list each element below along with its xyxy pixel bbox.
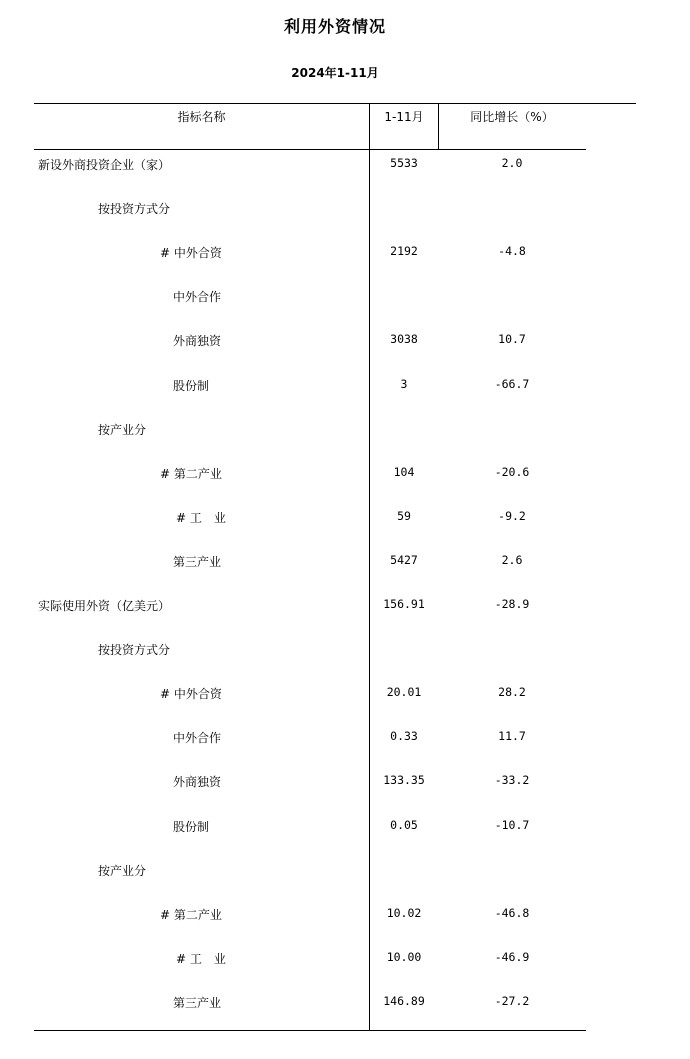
row-growth: -10.7 xyxy=(494,818,530,832)
row-growth: 11.7 xyxy=(498,729,526,743)
table-row xyxy=(0,553,690,577)
table-bottom-rule xyxy=(34,1030,586,1031)
table-row xyxy=(0,906,690,930)
table-row xyxy=(0,597,690,621)
header-indicator-name: 指标名称 xyxy=(177,110,226,124)
row-value: 20.01 xyxy=(386,685,422,699)
table-top-rule xyxy=(34,103,636,104)
table-row xyxy=(0,818,690,842)
table-row xyxy=(0,994,690,1018)
table-row xyxy=(0,421,690,445)
row-indicator-name: 外商独资 xyxy=(173,334,222,348)
row-value: 0.05 xyxy=(390,818,418,832)
row-indicator-name: # 第二产业 xyxy=(160,467,222,481)
table-row xyxy=(0,377,690,401)
row-indicator-name: 新设外商投资企业（家） xyxy=(38,158,171,172)
header-bottom-rule xyxy=(34,149,586,150)
table-row xyxy=(0,685,690,709)
table-row xyxy=(0,773,690,797)
row-growth: -20.6 xyxy=(494,465,530,479)
table-row xyxy=(0,288,690,312)
table-row xyxy=(0,200,690,224)
row-indicator-name: 外商独资 xyxy=(173,775,222,789)
row-value: 0.33 xyxy=(390,729,418,743)
row-indicator-name: # 中外合资 xyxy=(160,246,222,260)
row-value: 3038 xyxy=(390,332,418,346)
row-indicator-name: 按产业分 xyxy=(98,423,147,437)
row-growth: 2.6 xyxy=(501,553,523,567)
table-row xyxy=(0,729,690,753)
table-row xyxy=(0,950,690,974)
page-subtitle: 2024年1-11月 xyxy=(291,66,379,80)
row-growth: -4.8 xyxy=(498,244,526,258)
row-indicator-name: 按投资方式分 xyxy=(98,202,171,216)
header-period: 1-11月 xyxy=(384,110,424,124)
row-growth: -33.2 xyxy=(494,773,530,787)
row-growth: 10.7 xyxy=(498,332,526,346)
row-value: 3 xyxy=(400,377,408,391)
row-indicator-name: # 工 业 xyxy=(176,952,226,966)
row-growth: -27.2 xyxy=(494,994,530,1008)
page-title: 利用外资情况 xyxy=(283,17,386,36)
row-indicator-name: 股份制 xyxy=(173,820,210,834)
row-growth: -28.9 xyxy=(494,597,530,611)
table-row xyxy=(0,862,690,886)
row-indicator-name: 按产业分 xyxy=(98,864,147,878)
row-indicator-name: 第三产业 xyxy=(173,996,222,1010)
row-value: 5533 xyxy=(390,156,418,170)
row-value: 156.91 xyxy=(383,597,425,611)
row-growth: -46.8 xyxy=(494,906,530,920)
row-growth: -9.2 xyxy=(498,509,526,523)
header-growth: 同比增长（%） xyxy=(470,110,554,124)
table-row xyxy=(0,156,690,180)
row-value: 2192 xyxy=(390,244,418,258)
row-value: 59 xyxy=(397,509,411,523)
row-indicator-name: # 中外合资 xyxy=(160,687,222,701)
table-row xyxy=(0,641,690,665)
table-row xyxy=(0,465,690,489)
row-indicator-name: 股份制 xyxy=(173,379,210,393)
row-growth: -46.9 xyxy=(494,950,530,964)
row-growth: 2.0 xyxy=(501,156,523,170)
row-value: 146.89 xyxy=(383,994,425,1008)
row-growth: -66.7 xyxy=(494,377,530,391)
row-indicator-name: # 工 业 xyxy=(176,511,226,525)
row-indicator-name: 第三产业 xyxy=(173,555,222,569)
row-indicator-name: 实际使用外资（亿美元） xyxy=(38,599,171,613)
row-value: 10.02 xyxy=(386,906,422,920)
row-value: 133.35 xyxy=(383,773,425,787)
row-indicator-name: 中外合作 xyxy=(173,290,222,304)
row-growth: 28.2 xyxy=(498,685,526,699)
row-indicator-name: 按投资方式分 xyxy=(98,643,171,657)
row-value: 104 xyxy=(393,465,415,479)
table-row xyxy=(0,244,690,268)
row-indicator-name: # 第二产业 xyxy=(160,908,222,922)
row-value: 10.00 xyxy=(386,950,422,964)
table-row xyxy=(0,509,690,533)
row-indicator-name: 中外合作 xyxy=(173,731,222,745)
table-row xyxy=(0,332,690,356)
row-value: 5427 xyxy=(390,553,418,567)
